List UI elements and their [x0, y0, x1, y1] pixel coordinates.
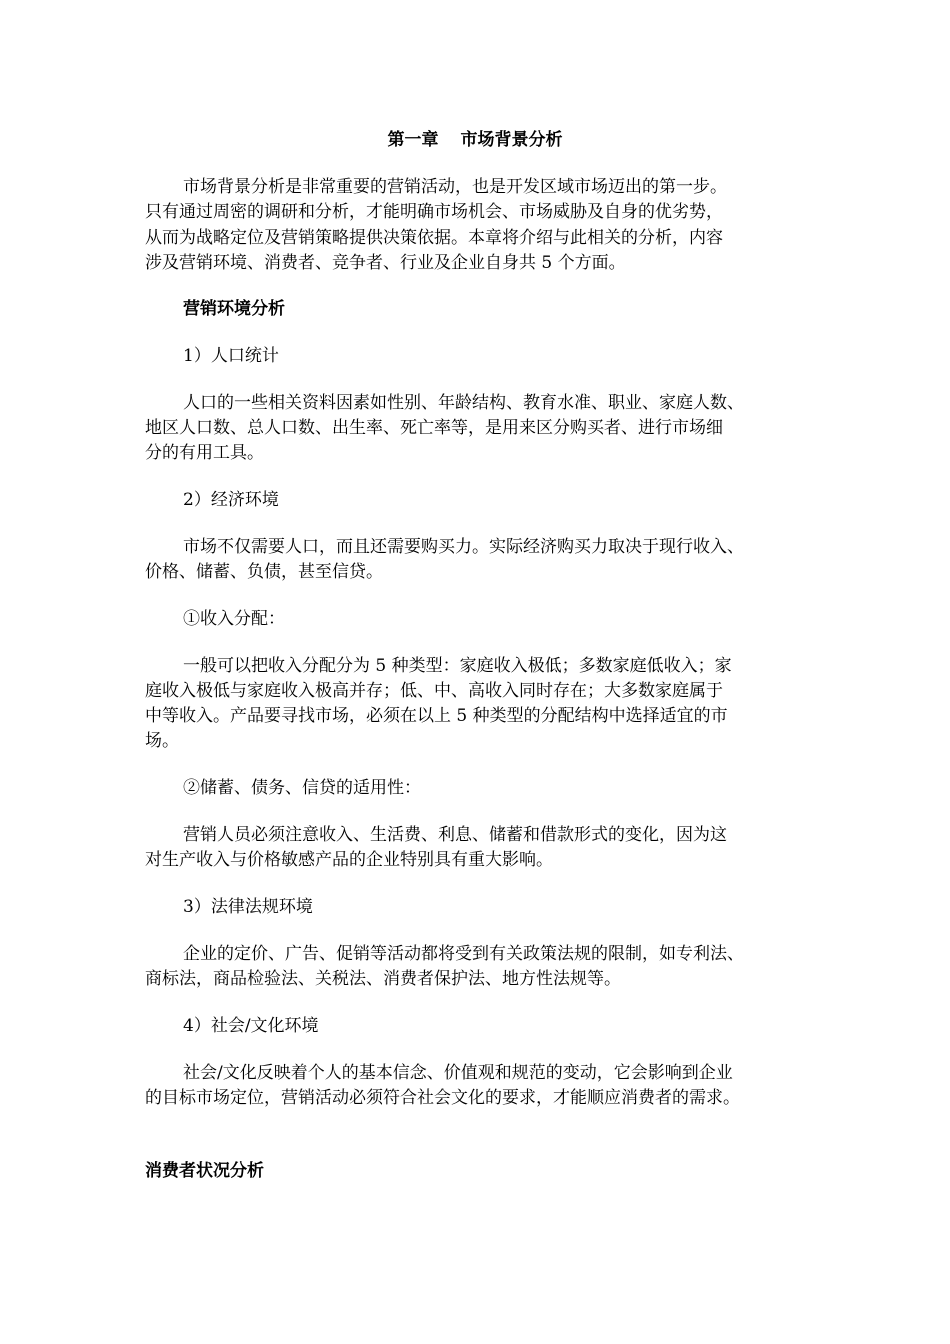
paragraph-line: 分的有用工具。 [145, 443, 264, 463]
paragraph-line: 社会/文化反映着个人的基本信念、价值观和规范的变动，它会影响到企业 [183, 1063, 733, 1083]
intro-line: 只有通过周密的调研和分析，才能明确市场机会、市场威胁及自身的优劣势， [145, 202, 723, 222]
subheading-income: ①收入分配： [183, 609, 285, 629]
section-heading-marketing-environment: 营销环境分析 [183, 299, 285, 319]
paragraph-line: 人口的一些相关资料因素如性别、年龄结构、教育水准、职业、家庭人数、 [183, 393, 744, 413]
chapter-heading: 市场背景分析 [460, 130, 563, 150]
paragraph-line: 对生产收入与价格敏感产品的企业特别具有重大影响。 [145, 850, 553, 870]
paragraph-line: 商标法，商品检验法、关税法、消费者保护法、地方性法规等。 [145, 969, 621, 989]
paragraph-line: 一般可以把收入分配分为 5 种类型：家庭收入极低；多数家庭低收入；家 [183, 656, 732, 676]
chapter-number: 第一章 [387, 130, 439, 150]
paragraph-line: 的目标市场定位，营销活动必须符合社会文化的要求，才能顺应消费者的需求。 [145, 1088, 740, 1108]
paragraph-line: 庭收入极低与家庭收入极高并存；低、中、高收入同时存在；大多数家庭属于 [145, 681, 723, 701]
intro-line: 市场背景分析是非常重要的营销活动，也是开发区域市场迈出的第一步。 [183, 177, 727, 197]
intro-line: 从而为战略定位及营销策略提供决策依据。本章将介绍与此相关的分析，内容 [145, 228, 723, 248]
paragraph-line: 场。 [145, 731, 179, 751]
subheading-savings: ②储蓄、债务、信贷的适用性： [183, 778, 421, 798]
subheading-population: 1）人口统计 [183, 346, 279, 366]
chapter-title [0, 128, 950, 152]
paragraph-line: 营销人员必须注意收入、生活费、利息、储蓄和借款形式的变化，因为这 [183, 825, 727, 845]
subheading-legal: 3）法律法规环境 [183, 897, 313, 917]
paragraph-line: 价格、储蓄、负债，甚至信贷。 [145, 562, 383, 582]
paragraph-line: 企业的定价、广告、促销等活动都将受到有关政策法规的限制，如专利法、 [183, 944, 744, 964]
intro-line: 涉及营销环境、消费者、竞争者、行业及企业自身共 5 个方面。 [145, 253, 626, 273]
subheading-economy: 2）经济环境 [183, 490, 279, 510]
subheading-social: 4）社会/文化环境 [183, 1016, 319, 1036]
paragraph-line: 中等收入。产品要寻找市场，必须在以上 5 种类型的分配结构中选择适宜的市 [145, 706, 728, 726]
paragraph-line: 市场不仅需要人口，而且还需要购买力。实际经济购买力取决于现行收入、 [183, 537, 744, 557]
section-heading-consumer: 消费者状况分析 [145, 1161, 264, 1181]
paragraph-line: 地区人口数、总人口数、出生率、死亡率等，是用来区分购买者、进行市场细 [145, 418, 723, 438]
